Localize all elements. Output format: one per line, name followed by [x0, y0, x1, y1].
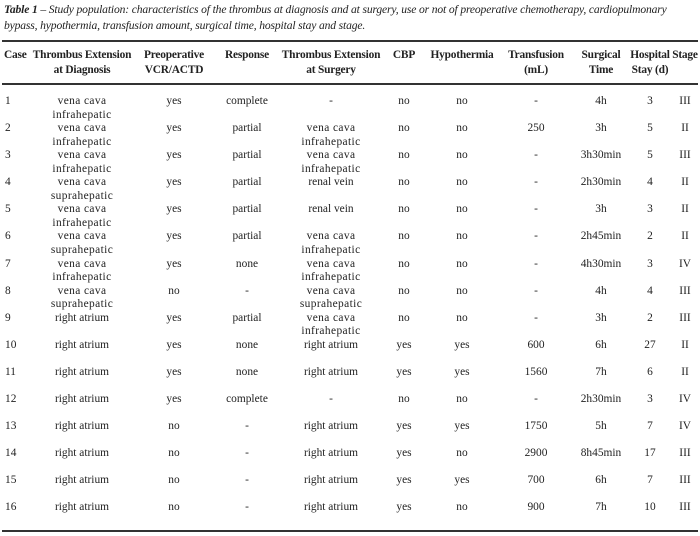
- col-thrombus-surgery-cell: right atrium: [303, 338, 359, 351]
- caption-label: Table 1: [4, 3, 38, 16]
- col-case-cell: 9: [5, 311, 11, 324]
- col-hypothermia-header: Hypothermia: [430, 49, 494, 61]
- col-surgical-time-cell: 3h: [595, 203, 607, 216]
- col-hypothermia-cell: no: [456, 257, 468, 270]
- col-thrombus-diagnosis-cell: right atrium: [54, 474, 110, 487]
- col-hospital-stay-cell: 3: [647, 393, 653, 406]
- col-thrombus-diagnosis-cell: right atrium: [54, 420, 110, 433]
- col-surgical-time-cell: 3h: [595, 311, 607, 324]
- col-transfusion-cell: -: [534, 95, 538, 107]
- col-preoperative-cell: no: [168, 447, 180, 460]
- table-row: [0, 474, 700, 501]
- col-hypothermia-cell: yes: [454, 420, 470, 433]
- col-stage-cell: IV: [678, 257, 692, 270]
- col-surgical-time-cell: 6h: [595, 474, 607, 487]
- col-thrombus-diagnosis-cell: right atrium: [54, 447, 110, 460]
- col-surgical-time-cell: 5h: [595, 420, 607, 433]
- col-case-cell: 4: [5, 176, 11, 189]
- col-cbp-cell: yes: [396, 365, 412, 378]
- col-transfusion-cell: 600: [527, 338, 545, 351]
- col-surgical-time-cell: 2h30min: [580, 393, 622, 406]
- table-row: [0, 420, 700, 447]
- table-row: [0, 258, 700, 285]
- col-preoperative-cell: yes: [166, 257, 182, 270]
- col-stage-cell: III: [679, 474, 691, 487]
- col-thrombus-diagnosis-cell: vena cava suprahepatic: [50, 230, 114, 256]
- col-hypothermia-cell: no: [456, 284, 468, 297]
- col-hypothermia-cell: no: [456, 95, 468, 107]
- col-hypothermia-cell: yes: [454, 338, 470, 351]
- col-hospital-stay-cell: 5: [647, 149, 653, 162]
- col-preoperative-cell: yes: [166, 95, 182, 107]
- col-thrombus-diagnosis-cell: vena cava infrahepatic: [52, 122, 112, 148]
- col-cbp-cell: yes: [396, 420, 412, 433]
- col-case-cell: 5: [5, 203, 11, 216]
- col-surgical-time-cell: 3h30min: [580, 149, 622, 162]
- col-thrombus-diagnosis-cell: right atrium: [54, 393, 110, 406]
- table-row: [0, 203, 700, 230]
- col-response-cell: partial: [232, 122, 262, 135]
- table-row: [0, 501, 700, 528]
- col-preoperative-cell: yes: [166, 311, 182, 324]
- col-response-cell: complete: [226, 95, 268, 107]
- col-case-cell: 3: [5, 149, 11, 162]
- top-rule: [2, 40, 698, 42]
- col-thrombus-diagnosis-cell: right atrium: [54, 501, 110, 514]
- col-hypothermia-cell: no: [456, 149, 468, 162]
- col-surgical-time-cell: 4h30min: [580, 257, 622, 270]
- table-row: [0, 122, 700, 149]
- col-thrombus-surgery-cell: right atrium: [303, 365, 359, 378]
- table-row: [0, 447, 700, 474]
- col-surgical-time-cell: 2h45min: [580, 230, 622, 243]
- col-response-cell: partial: [232, 311, 262, 324]
- col-surgical-time-cell: 4h: [595, 284, 607, 297]
- col-cbp-cell: no: [398, 122, 410, 135]
- col-preoperative-cell: yes: [166, 230, 182, 243]
- col-case-cell: 1: [5, 95, 11, 107]
- col-thrombus-surgery-cell: -: [329, 95, 333, 107]
- col-preoperative-cell: no: [168, 284, 180, 297]
- caption-text: – Study population: characteristics of the thrombus at diagnosis and at surgery, use or not of preoperative chemotherapy, cardiopulmonary bypass, hypothermia, transfusion amount, surgical time, hospital stay and stage.: [4, 3, 667, 32]
- col-surgical-time-cell: 7h: [595, 501, 607, 514]
- col-hospital-stay-header: Hospital Stay (d): [630, 49, 670, 76]
- col-transfusion-cell: -: [534, 203, 538, 216]
- col-hospital-stay-cell: 5: [647, 122, 653, 135]
- col-transfusion-cell: -: [534, 284, 538, 297]
- table-row: [0, 393, 700, 420]
- col-thrombus-diagnosis-cell: vena cava infrahepatic: [52, 203, 112, 229]
- col-transfusion-cell: -: [534, 393, 538, 406]
- col-stage-cell: III: [679, 95, 691, 107]
- col-hypothermia-cell: yes: [454, 365, 470, 378]
- col-stage-header: Stage: [672, 49, 698, 61]
- col-cbp-cell: no: [398, 176, 410, 189]
- col-transfusion-cell: -: [534, 176, 538, 189]
- col-preoperative-cell: no: [168, 474, 180, 487]
- col-hospital-stay-cell: 6: [647, 365, 653, 378]
- col-thrombus-surgery-cell: vena cava infrahepatic: [301, 122, 361, 148]
- col-surgical-time-header: Surgical Time: [581, 49, 621, 76]
- col-thrombus-surgery-cell: right atrium: [303, 474, 359, 487]
- col-response-cell: -: [245, 284, 249, 297]
- col-thrombus-diagnosis-cell: vena cava infrahepatic: [52, 257, 112, 284]
- table-row: [0, 312, 700, 339]
- col-stage-cell: II: [681, 122, 689, 135]
- col-stage-cell: IV: [678, 420, 692, 433]
- col-thrombus-diagnosis-cell: right atrium: [54, 365, 110, 378]
- study-population-table: [0, 44, 700, 529]
- col-case-cell: 10: [5, 338, 17, 351]
- col-response-cell: partial: [232, 203, 262, 216]
- col-hospital-stay-cell: 3: [647, 95, 653, 107]
- col-transfusion-cell: 900: [527, 501, 545, 514]
- col-hypothermia-cell: no: [456, 230, 468, 243]
- col-hospital-stay-cell: 7: [647, 474, 653, 487]
- col-case-cell: 8: [5, 284, 11, 297]
- col-hypothermia-cell: no: [456, 122, 468, 135]
- col-preoperative-cell: yes: [166, 149, 182, 162]
- col-transfusion-cell: 1560: [524, 365, 548, 378]
- col-case-cell: 16: [5, 501, 17, 514]
- col-response-header: Response: [225, 49, 269, 61]
- col-case-cell: 13: [5, 420, 17, 433]
- table-row: [0, 366, 700, 393]
- col-stage-cell: III: [679, 501, 691, 514]
- col-thrombus-surgery-cell: vena cava infrahepatic: [301, 149, 361, 175]
- col-hospital-stay-cell: 10: [644, 501, 656, 514]
- table-row: [0, 285, 700, 312]
- col-transfusion-cell: 700: [527, 474, 545, 487]
- col-thrombus-diagnosis-cell: right atrium: [54, 311, 110, 324]
- col-preoperative-cell: no: [168, 420, 180, 433]
- bottom-rule: [2, 530, 698, 532]
- col-response-cell: -: [245, 420, 249, 433]
- col-stage-cell: II: [681, 203, 689, 216]
- col-stage-cell: IV: [678, 393, 692, 406]
- col-hospital-stay-cell: 7: [647, 420, 653, 433]
- col-cbp-cell: no: [398, 203, 410, 216]
- col-surgical-time-cell: 3h: [595, 122, 607, 135]
- col-hospital-stay-cell: 3: [647, 203, 653, 216]
- col-response-cell: none: [235, 365, 259, 378]
- col-hypothermia-cell: no: [456, 447, 468, 460]
- col-thrombus-surgery-cell: right atrium: [303, 501, 359, 514]
- col-transfusion-cell: -: [534, 230, 538, 243]
- col-stage-cell: II: [681, 338, 689, 351]
- col-case-cell: 12: [5, 393, 17, 406]
- col-preoperative-cell: yes: [166, 176, 182, 189]
- col-surgical-time-cell: 4h: [595, 95, 607, 107]
- col-hospital-stay-cell: 17: [644, 447, 656, 460]
- col-response-cell: none: [235, 338, 259, 351]
- col-hypothermia-cell: no: [456, 203, 468, 216]
- col-cbp-cell: no: [398, 257, 410, 270]
- col-hospital-stay-cell: 2: [647, 230, 653, 243]
- col-response-cell: partial: [232, 230, 262, 243]
- col-thrombus-diagnosis-cell: right atrium: [54, 338, 110, 351]
- col-thrombus-surgery-cell: vena cava infrahepatic: [301, 311, 361, 338]
- col-case-cell: 14: [5, 447, 17, 460]
- table-row: [0, 339, 700, 366]
- col-cbp-cell: no: [398, 284, 410, 297]
- col-thrombus-diagnosis-cell: vena cava suprahepatic: [50, 176, 114, 202]
- col-response-cell: complete: [226, 393, 268, 406]
- col-cbp-header: CBP: [392, 49, 416, 61]
- col-thrombus-diagnosis-cell: vena cava infrahepatic: [52, 149, 112, 175]
- col-thrombus-surgery-cell: right atrium: [303, 447, 359, 460]
- table-body: [0, 86, 700, 529]
- col-hypothermia-cell: no: [456, 176, 468, 189]
- col-case-cell: 2: [5, 122, 11, 135]
- col-thrombus-diagnosis-header: Thrombus Extension at Diagnosis: [32, 49, 132, 76]
- col-preoperative-header: Preoperative VCR/ACTD: [143, 49, 204, 76]
- col-preoperative-cell: yes: [166, 393, 182, 406]
- col-cbp-cell: yes: [396, 338, 412, 351]
- col-cbp-cell: no: [398, 230, 410, 243]
- col-stage-cell: III: [679, 149, 691, 162]
- table-row: [0, 230, 700, 257]
- col-thrombus-surgery-cell: renal vein: [308, 203, 354, 216]
- col-surgical-time-cell: 6h: [595, 338, 607, 351]
- col-cbp-cell: yes: [396, 474, 412, 487]
- col-cbp-cell: no: [398, 149, 410, 162]
- col-response-cell: -: [245, 474, 249, 487]
- col-surgical-time-cell: 2h30min: [580, 176, 622, 189]
- col-response-cell: -: [245, 447, 249, 460]
- table-row: [0, 149, 700, 176]
- table-row: [0, 86, 700, 122]
- col-surgical-time-cell: 7h: [595, 365, 607, 378]
- col-thrombus-surgery-cell: -: [329, 393, 333, 406]
- col-preoperative-cell: yes: [166, 122, 182, 135]
- col-case-header: Case: [4, 49, 27, 61]
- col-stage-cell: II: [681, 176, 689, 189]
- col-case-cell: 7: [5, 257, 11, 270]
- col-transfusion-cell: -: [534, 257, 538, 270]
- col-transfusion-cell: -: [534, 311, 538, 324]
- col-cbp-cell: no: [398, 393, 410, 406]
- col-stage-cell: III: [679, 447, 691, 460]
- col-hospital-stay-cell: 2: [647, 311, 653, 324]
- col-hypothermia-cell: no: [456, 501, 468, 514]
- col-hospital-stay-cell: 4: [647, 284, 653, 297]
- col-thrombus-surgery-cell: vena cava infrahepatic: [301, 257, 361, 284]
- col-thrombus-surgery-header: Thrombus Extension at Surgery: [281, 49, 381, 76]
- table-row: [0, 176, 700, 203]
- col-hypothermia-cell: no: [456, 311, 468, 324]
- col-transfusion-cell: -: [534, 149, 538, 162]
- col-preoperative-cell: yes: [166, 203, 182, 216]
- col-preoperative-cell: yes: [166, 365, 182, 378]
- col-response-cell: partial: [232, 149, 262, 162]
- col-preoperative-cell: yes: [166, 338, 182, 351]
- table-caption: [4, 2, 696, 34]
- col-thrombus-surgery-cell: renal vein: [308, 176, 354, 189]
- col-response-cell: partial: [232, 176, 262, 189]
- col-thrombus-surgery-cell: vena cava suprahepatic: [299, 284, 363, 311]
- col-case-cell: 15: [5, 474, 17, 487]
- col-stage-cell: II: [681, 230, 689, 243]
- col-hypothermia-cell: yes: [454, 474, 470, 487]
- col-response-cell: -: [245, 501, 249, 514]
- col-cbp-cell: yes: [396, 447, 412, 460]
- col-transfusion-cell: 1750: [524, 420, 548, 433]
- col-case-cell: 6: [5, 230, 11, 243]
- col-transfusion-cell: 2900: [524, 447, 548, 460]
- col-hypothermia-cell: no: [456, 393, 468, 406]
- col-preoperative-cell: no: [168, 501, 180, 514]
- col-stage-cell: III: [679, 284, 691, 297]
- col-stage-cell: III: [679, 311, 691, 324]
- col-hospital-stay-cell: 3: [647, 257, 653, 270]
- col-hospital-stay-cell: 4: [647, 176, 653, 189]
- col-surgical-time-cell: 8h45min: [580, 447, 622, 460]
- col-thrombus-surgery-cell: vena cava infrahepatic: [301, 230, 361, 256]
- col-cbp-cell: yes: [396, 501, 412, 514]
- col-transfusion-header: Transfusion (mL): [508, 49, 564, 76]
- col-thrombus-diagnosis-cell: vena cava infrahepatic: [52, 95, 112, 121]
- col-hospital-stay-cell: 27: [644, 338, 656, 351]
- col-thrombus-diagnosis-cell: vena cava suprahepatic: [50, 284, 114, 311]
- col-response-cell: none: [235, 257, 259, 270]
- header-row: [0, 44, 700, 86]
- col-case-cell: 11: [5, 365, 16, 378]
- col-thrombus-surgery-cell: right atrium: [303, 420, 359, 433]
- col-cbp-cell: no: [398, 311, 410, 324]
- col-transfusion-cell: 250: [527, 122, 545, 135]
- col-stage-cell: II: [681, 365, 689, 378]
- col-cbp-cell: no: [398, 95, 410, 107]
